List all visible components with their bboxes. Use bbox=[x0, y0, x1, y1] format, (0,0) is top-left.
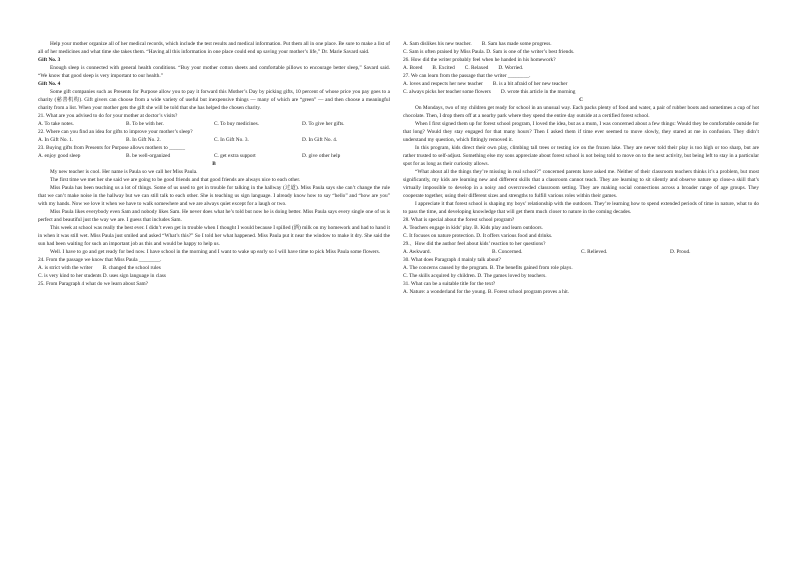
option: C. To buy medicines. bbox=[214, 121, 259, 127]
option: C. always picks her teacher some flowers bbox=[403, 89, 491, 95]
question-29: 29.、How did the author feel about kids’ reaction to her questions? bbox=[403, 241, 546, 247]
paragraph: This week at school was really the best ever. I didn’t even get in trouble when I thought I would because I spilled (洒) milk on my homework and had to hand it in when it was still wet. Miss Paula just smiled and asked “What’s this?” So I told her what happened. Miss Paula put it near the window to make it dry. She said the sun had been waiting for such an important job as this and would be happy to help us. bbox=[38, 225, 390, 247]
option: A. is strict with the writer bbox=[38, 265, 93, 271]
options-28-ab: A. Teachers engage in kids’ play. B. Kids play and learn outdoors. bbox=[403, 225, 543, 231]
option: A. loves and respects her new teacher bbox=[403, 81, 483, 87]
option: A. Sam dislikes his new teacher. bbox=[403, 41, 472, 47]
question-28: 28. What is special about the forest school program? bbox=[403, 217, 515, 223]
question-25: 25. From Paragraph 4 what do we learn about Sam? bbox=[38, 281, 149, 287]
options-24-cd: C. is very kind to her students D. uses sign language in class bbox=[38, 273, 166, 279]
question-26: 26. How did the writer probably feel when he handed in his homework? bbox=[403, 57, 556, 63]
gift-heading: Gift No. 4 bbox=[38, 81, 61, 87]
option: B. be well-organized bbox=[126, 153, 171, 159]
paragraph: On Mondays, two of my children get ready for school in an unusual way. Each packs plenty of food and water, a pair of rubber boots and sometimes a cup of hot chocolate. Then, I drop them off at a nearby park where they spend the entire day outside at a certified forest school. bbox=[403, 105, 759, 119]
option: B. In Gift No. 2. bbox=[126, 137, 161, 143]
paragraph: Help your mother organize all of her medical records, which include the test results and medical information. Put them all in one place. Be sure to make a list of all of her medicines and what time she takes them. “Having all this information in one place could end up saving your mother’s life,” Dr. Marie Savard said. bbox=[38, 41, 390, 55]
options-26 bbox=[403, 64, 759, 72]
options-21 bbox=[38, 120, 390, 128]
option: A. In Gift No. 1. bbox=[38, 137, 74, 143]
options-25-ab bbox=[403, 40, 759, 48]
question-31: 31. What can be a suitable title for the text? bbox=[403, 281, 496, 287]
option: B. Concerned. bbox=[492, 249, 523, 255]
option: D. give other help bbox=[302, 153, 341, 159]
option: B. is a bit afraid of her new teacher bbox=[492, 81, 568, 87]
option: B. changed the school rules bbox=[102, 265, 161, 271]
option: A. Bored bbox=[403, 65, 423, 71]
option: D. wrote this article in the morning bbox=[500, 89, 576, 95]
option: A. enjoy good sleep bbox=[38, 153, 81, 159]
paragraph: When I first signed them up for forest school program, I loved the idea, but as a mum, I was concerned about a few things: Would they be comfortable outside for that long? Would they stay engaged for that many hours? Then I asked them if time ever seemed to move slowly, they stared at me in confusion. They didn’t understand my question, which fittingly removed it. bbox=[403, 121, 759, 143]
paragraph: I appreciate it that forest school is shaping my boys’ relationship with the outdoors. They’re learning how to spend extended periods of time in nature, what to do to pass the time, and developing knowledge that will get them much closer to nature in the coming decades. bbox=[403, 201, 759, 215]
options-29 bbox=[403, 248, 759, 256]
options-23 bbox=[38, 152, 390, 160]
left-column bbox=[38, 40, 390, 288]
paragraph: “What about all the things they’re missing in real school?” concerned parents have asked me. Neither of their classroom teachers thinks it’s a problem, but most significantly, my kids are learning new and different skills that a classroom cannot teach. They are learning to sit silently and observe nature up close-a skill that’s virtually impossible to develop in a noisy and overcrowded classroom setting. They are making social connections across a broader range of age groups. They cooperate together, using their different sizes and strengths to fulfill various roles within their games. bbox=[403, 169, 759, 199]
paragraph: Some gift companies such as Presents for Purpose allow you to pay it forward this Mother’s Day by picking gifts, 10 percent of whose price you pay goes to a charity (慈善机构). Gift givers can choose from a wide variety of useful but inexpensive things — many of which are “green” — and then choose a meaningful charity from a list. When your mother gets the gift she will be told that she has helped the chosen charity. bbox=[38, 89, 390, 111]
question-21: 21. What are you advised to do for your mother at doctor’s visits? bbox=[38, 113, 178, 119]
options-30-cd: C. The skills acquired by children. D. The games loved by teachers. bbox=[403, 273, 547, 279]
question-22: 22. Where can you find an idea for gifts to improve your mother’s sleep? bbox=[38, 129, 193, 135]
paragraph: Enough sleep is connected with general health conditions. “Buy your mother cotton sheets and comfortable pillows to encourage better sleep,” Savard said. “We know that good sleep is very important to our health.” bbox=[38, 65, 390, 79]
option: C. get extra support bbox=[214, 153, 256, 159]
question-30: 30. What does Paragraph 4 mainly talk about? bbox=[403, 257, 501, 263]
options-28-cd: C. It focuses on nature protection. D. It offers various food and drinks. bbox=[403, 233, 553, 239]
option: D. To give her gifts. bbox=[302, 121, 345, 127]
option: C. In Gift No. 3. bbox=[214, 137, 249, 143]
option: B. To be with her. bbox=[126, 121, 164, 127]
option: D. Proud. bbox=[670, 249, 691, 255]
section-heading-c: C bbox=[579, 97, 583, 103]
paragraph: The first time we met her she said we are going to be good friends and that good friends are always nice to each other. bbox=[50, 177, 301, 183]
paragraph: My new teacher is cool. Her name is Paula so we call her Miss Paula. bbox=[50, 169, 198, 175]
paragraph: Well. I have to go and get ready for bed now. I have school in the morning and I want to wake up early so I will have time to pick Miss Paula some flowers. bbox=[50, 249, 381, 255]
options-31-ab: A. Nature: a wonderland for the young. B. Forest school program proves a hit. bbox=[403, 289, 570, 295]
paragraph: Miss Paula has been teaching us a lot of things. Some of us used to get in trouble for talking in the hallway (过道). Miss Paula says she can’t change the rule that we can’t make noise in the hallway but we can still talk to each other. She is teaching us sign language. I already know how to say “hello” and “how are you” with my hands. Now we love it when we have to walk somewhere and we are always quiet except for a laugh or two. bbox=[38, 185, 390, 207]
options-24-ab bbox=[38, 264, 390, 272]
options-30-ab: A. The concerns caused by the program. B. The benefits gained from role plays. bbox=[403, 265, 573, 271]
right-column bbox=[403, 40, 759, 296]
options-27-cd bbox=[403, 88, 759, 96]
option: C. Relaxed bbox=[464, 65, 489, 71]
paragraph: In this program, kids direct their own play, climbing tall trees or testing ice on the frozen lake. They are never told their play is too high or too sharp, but are rather trusted to self-adjust. Something else my sons appreciate about forest school is not being told to move on to the next activity, but being left to stay in a particular spot for as long as their curiosity allows. bbox=[403, 145, 759, 167]
option: C. Relieved. bbox=[581, 249, 608, 255]
section-heading-b: B bbox=[212, 161, 216, 167]
option: A. To take notes. bbox=[38, 121, 74, 127]
option: D. Worried. bbox=[498, 65, 524, 71]
paragraph: Miss Paula likes everybody even Sam and nobody likes Sam. He never does what he’s told but now he is doing better. Miss Paula says every single one of us is perfect and beautiful just the way we are. I guess that includes Sam. bbox=[38, 209, 390, 223]
gift-heading: Gift No. 3 bbox=[38, 57, 61, 63]
question-23: 23. Buying gifts from Presents for Purpose allows mothers to ______ bbox=[38, 145, 185, 151]
option: B. Excited bbox=[432, 65, 455, 71]
option: D. In Gift No. 4. bbox=[302, 137, 338, 143]
question-27: 27. We can learn from the passage that the writer ________. bbox=[403, 73, 531, 79]
options-25-cd: C. Sam is often praised by Miss Paula. D. Sam is one of the writer’s best friends. bbox=[403, 49, 575, 55]
option: A. Awkward. bbox=[403, 249, 431, 255]
question-24: 24. From the passage we know that Miss Paula ________. bbox=[38, 257, 162, 263]
options-27-ab bbox=[403, 80, 759, 88]
option: B. Sam has made some progress. bbox=[481, 41, 552, 47]
options-22 bbox=[38, 136, 390, 144]
